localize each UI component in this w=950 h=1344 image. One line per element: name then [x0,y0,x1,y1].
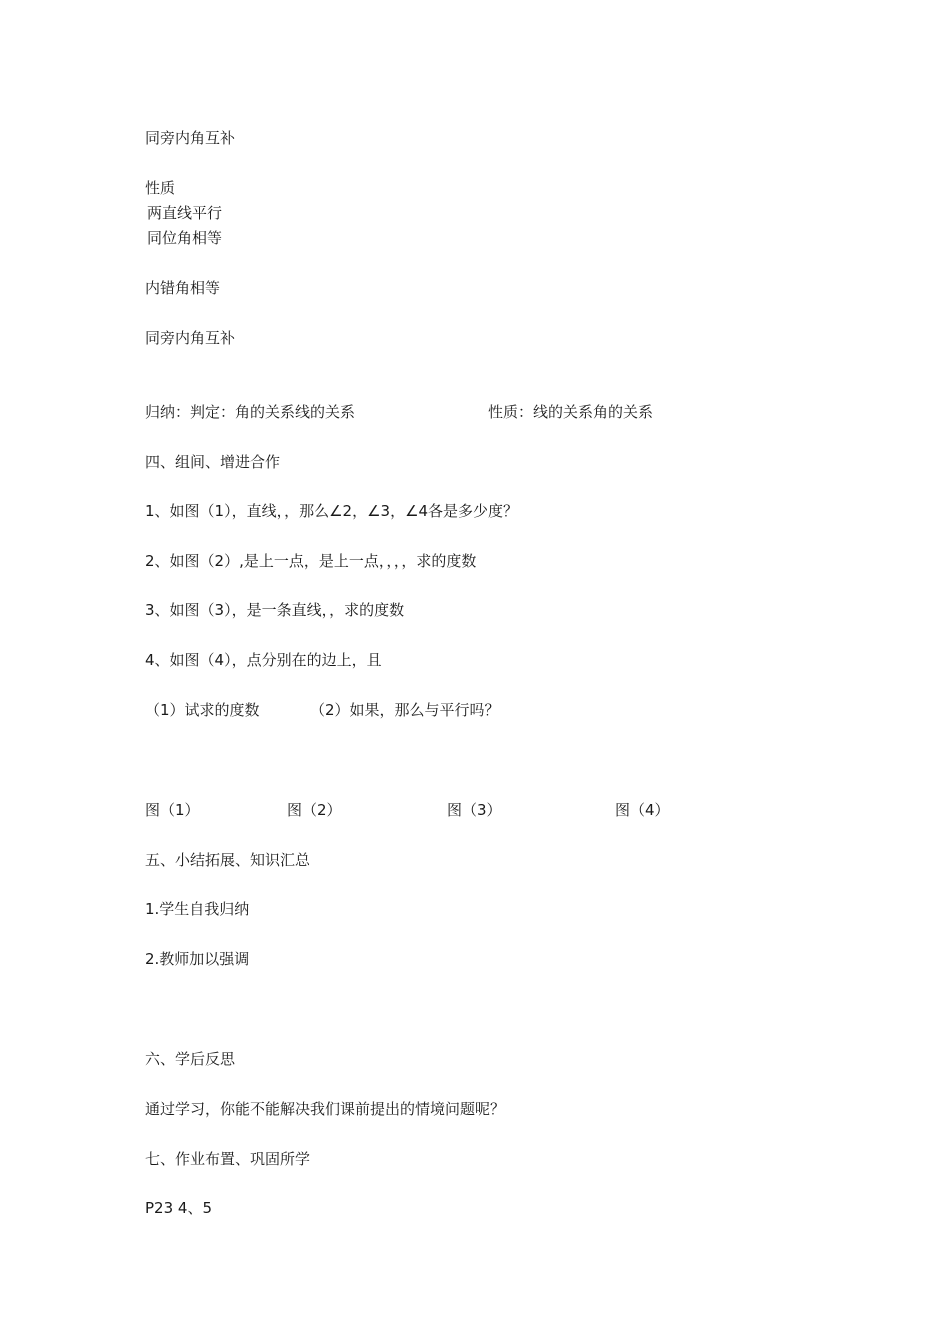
figure-caption-1: 图（1） [145,801,200,819]
homework-line: P23 4、5 [145,1199,212,1217]
figure-caption-3: 图（3） [447,801,502,819]
question-2: 2、如图（2）,是上一点，是上一点，，，，求的度数 [145,552,477,570]
text-line: 通过学习，你能不能解决我们课前提出的情境问题呢？ [145,1100,506,1118]
text-line: 同旁内角互补 [145,329,236,347]
question-1: 1、如图（1），直线，，那么∠2，∠3，∠4各是多少度？ [145,502,519,520]
text-line: 2.教师加以强调 [145,950,250,968]
section-heading: 六、学后反思 [145,1050,236,1068]
question-4-part-2: （2）如果，那么与平行吗？ [310,701,500,719]
text-line: 两直线平行 [147,204,223,222]
question-4-part-1: （1）试求的度数 [145,701,260,719]
figure-caption-4: 图（4） [615,801,670,819]
summary-property: 性质：线的关系角的关系 [488,403,654,421]
text-line: 同位角相等 [147,229,223,247]
question-4: 4、如图（4），点分别在的边上，且 [145,651,382,669]
text-line: 性质 [145,179,176,197]
text-line: 同旁内角互补 [145,129,236,147]
section-heading: 五、小结拓展、知识汇总 [145,851,311,869]
text-line: 1.学生自我归纳 [145,900,250,918]
section-heading: 七、作业布置、巩固所学 [145,1150,311,1168]
figure-caption-2: 图（2） [287,801,342,819]
section-heading: 四、组间、增进合作 [145,453,281,471]
text-line: 内错角相等 [145,279,221,297]
question-3: 3、如图（3），是一条直线，，求的度数 [145,601,405,619]
summary-judgement: 归纳：判定：角的关系线的关系 [145,403,356,421]
